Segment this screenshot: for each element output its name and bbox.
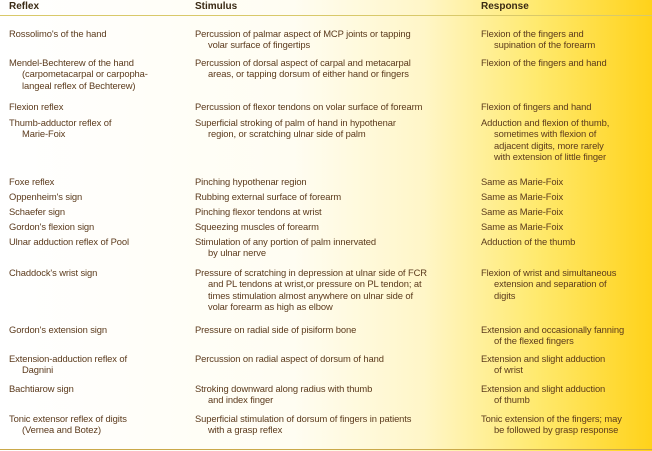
cell-line: langeal reflex of Bechterew) (22, 79, 136, 91)
stimulus-cell (195, 57, 411, 80)
stimulus-cell (195, 101, 422, 112)
cell-line: Thumb-adductor reflex of (9, 117, 112, 128)
cell-line: of thumb (494, 394, 530, 406)
cell-line: sometimes with flexion of (494, 128, 597, 140)
table-header (0, 0, 652, 16)
response-cell (481, 176, 563, 187)
response-cell (481, 413, 622, 436)
stimulus-cell (195, 413, 411, 436)
stimulus-cell (195, 383, 372, 406)
stimulus-cell (195, 236, 376, 259)
cell-line: Adduction and flexion of thumb, (481, 117, 610, 128)
reflex-cell (9, 267, 97, 278)
cell-line: times stimulation almost anywhere on ulnar side of (208, 289, 413, 301)
cell-line: adjacent digits, more rarely (494, 139, 604, 151)
cell-line: Oppenheim's sign (9, 191, 83, 202)
reflex-cell (9, 57, 148, 91)
cell-line: Stroking downward along radius with thumb (195, 383, 373, 394)
cell-line: Extension and occasionally fanning (481, 324, 625, 335)
cell-line: with extension of little finger (494, 150, 607, 162)
cell-line: Rossolimo's of the hand (9, 28, 107, 39)
stimulus-cell (195, 28, 411, 51)
cell-line: Pressure of scratching in depression at ulnar side of FCR (195, 267, 427, 278)
cell-line: Extension and slight adduction (481, 353, 606, 364)
cell-line: Chaddock's wrist sign (9, 267, 98, 278)
reflex-cell (9, 353, 127, 376)
cell-line: Same as Marie-Foix (481, 206, 564, 217)
cell-line: Flexion reflex (9, 101, 64, 112)
response-cell (481, 383, 605, 406)
response-cell (481, 101, 591, 112)
cell-line: Superficial stimulation of dorsum of fingers in patients (195, 413, 412, 424)
cell-line: Gordon's flexion sign (9, 221, 95, 232)
stimulus-cell (195, 221, 319, 232)
header-reflex: Reflex (9, 1, 40, 12)
reflex-cell (9, 176, 54, 187)
cell-line: Mendel-Bechterew of the hand (9, 57, 134, 68)
cell-line: Same as Marie-Foix (481, 221, 564, 232)
reflex-cell (9, 101, 63, 112)
response-cell (481, 117, 609, 162)
bottom-rule (0, 449, 652, 450)
cell-line: Flexion of the fingers and hand (481, 57, 607, 68)
cell-line: Tonic extensor reflex of digits (9, 413, 127, 424)
stimulus-cell (195, 191, 341, 202)
cell-line: Same as Marie-Foix (481, 176, 564, 187)
cell-line: Flexion of fingers and hand (481, 101, 592, 112)
reflex-cell (9, 236, 129, 247)
reflex-cell (9, 206, 65, 217)
cell-line: and PL tendons at wrist,or pressure on PL tendon; at (208, 278, 422, 290)
header-stimulus: Stimulus (195, 1, 238, 12)
header-response: Response (481, 1, 529, 12)
response-cell (481, 353, 605, 376)
reflex-cell (9, 221, 94, 232)
cell-line: of wrist (494, 364, 523, 376)
stimulus-cell (195, 353, 384, 364)
stimulus-cell (195, 206, 322, 217)
stimulus-cell (195, 176, 307, 187)
cell-line: of the flexed fingers (494, 335, 574, 347)
cell-line: Extension and slight adduction (481, 383, 606, 394)
cell-line: areas, or tapping dorsum of either hand or fingers (208, 68, 409, 80)
response-cell (481, 57, 607, 68)
response-cell (481, 221, 563, 232)
cell-line: (Vernea and Botez) (22, 424, 101, 436)
cell-line: Ulnar adduction reflex of Pool (9, 236, 129, 247)
cell-line: digits (494, 289, 516, 301)
cell-line: by ulnar nerve (208, 247, 267, 259)
reflex-cell (9, 324, 107, 335)
cell-line: volar surface of fingertips (208, 39, 311, 51)
cell-line: Pinching flexor tendons at wrist (195, 206, 322, 217)
cell-line: with a grasp reflex (208, 424, 283, 436)
cell-line: Adduction of the thumb (481, 236, 576, 247)
reflex-cell (9, 117, 111, 140)
cell-line: Flexion of wrist and simultaneous (481, 267, 617, 278)
response-cell (481, 267, 616, 301)
cell-line: extension and separation of (494, 278, 607, 290)
response-cell (481, 324, 624, 347)
cell-line: Rubbing external surface of forearm (195, 191, 342, 202)
response-cell (481, 28, 595, 51)
stimulus-cell (195, 267, 427, 312)
cell-line: supination of the forearm (494, 39, 596, 51)
cell-line: Same as Marie-Foix (481, 191, 564, 202)
response-cell (481, 191, 563, 202)
cell-line: Squeezing muscles of forearm (195, 221, 319, 232)
cell-line: Stimulation of any portion of palm innervated (195, 236, 377, 247)
stimulus-cell (195, 117, 396, 140)
cell-line: Foxe reflex (9, 176, 55, 187)
cell-line: Pressure on radial side of pisiform bone (195, 324, 357, 335)
cell-line: Percussion of palmar aspect of MCP joints or tapping (195, 28, 411, 39)
cell-line: volar forearm as high as elbow (208, 300, 333, 312)
cell-line: Flexion of the fingers and (481, 28, 584, 39)
cell-line: Dagnini (22, 364, 54, 376)
cell-line: region, or scratching ulnar side of palm (208, 128, 366, 140)
cell-line: Pinching hypothenar region (195, 176, 307, 187)
response-cell (481, 206, 563, 217)
cell-line: Extension-adduction reflex of (9, 353, 128, 364)
reflex-cell (9, 191, 82, 202)
cell-line: Gordon's extension sign (9, 324, 107, 335)
cell-line: Percussion of dorsal aspect of carpal and metacarpal (195, 57, 411, 68)
stimulus-cell (195, 324, 356, 335)
cell-line: Bachtiarow sign (9, 383, 74, 394)
cell-line: Superficial stroking of palm of hand in hypothenar (195, 117, 396, 128)
cell-line: Percussion of flexor tendons on volar surface of forearm (195, 101, 423, 112)
cell-line: Marie-Foix (22, 128, 66, 140)
reflex-cell (9, 28, 106, 39)
cell-line: Tonic extension of the fingers; may (481, 413, 622, 424)
cell-line: (carpometacarpal or carpopha- (22, 68, 148, 80)
cell-line: and index finger (208, 394, 274, 406)
response-cell (481, 236, 575, 247)
cell-line: be followed by grasp response (494, 424, 619, 436)
cell-line: Percussion on radial aspect of dorsum of hand (195, 353, 384, 364)
reflex-cell (9, 413, 127, 436)
cell-line: Schaefer sign (9, 206, 66, 217)
reflex-cell (9, 383, 74, 394)
